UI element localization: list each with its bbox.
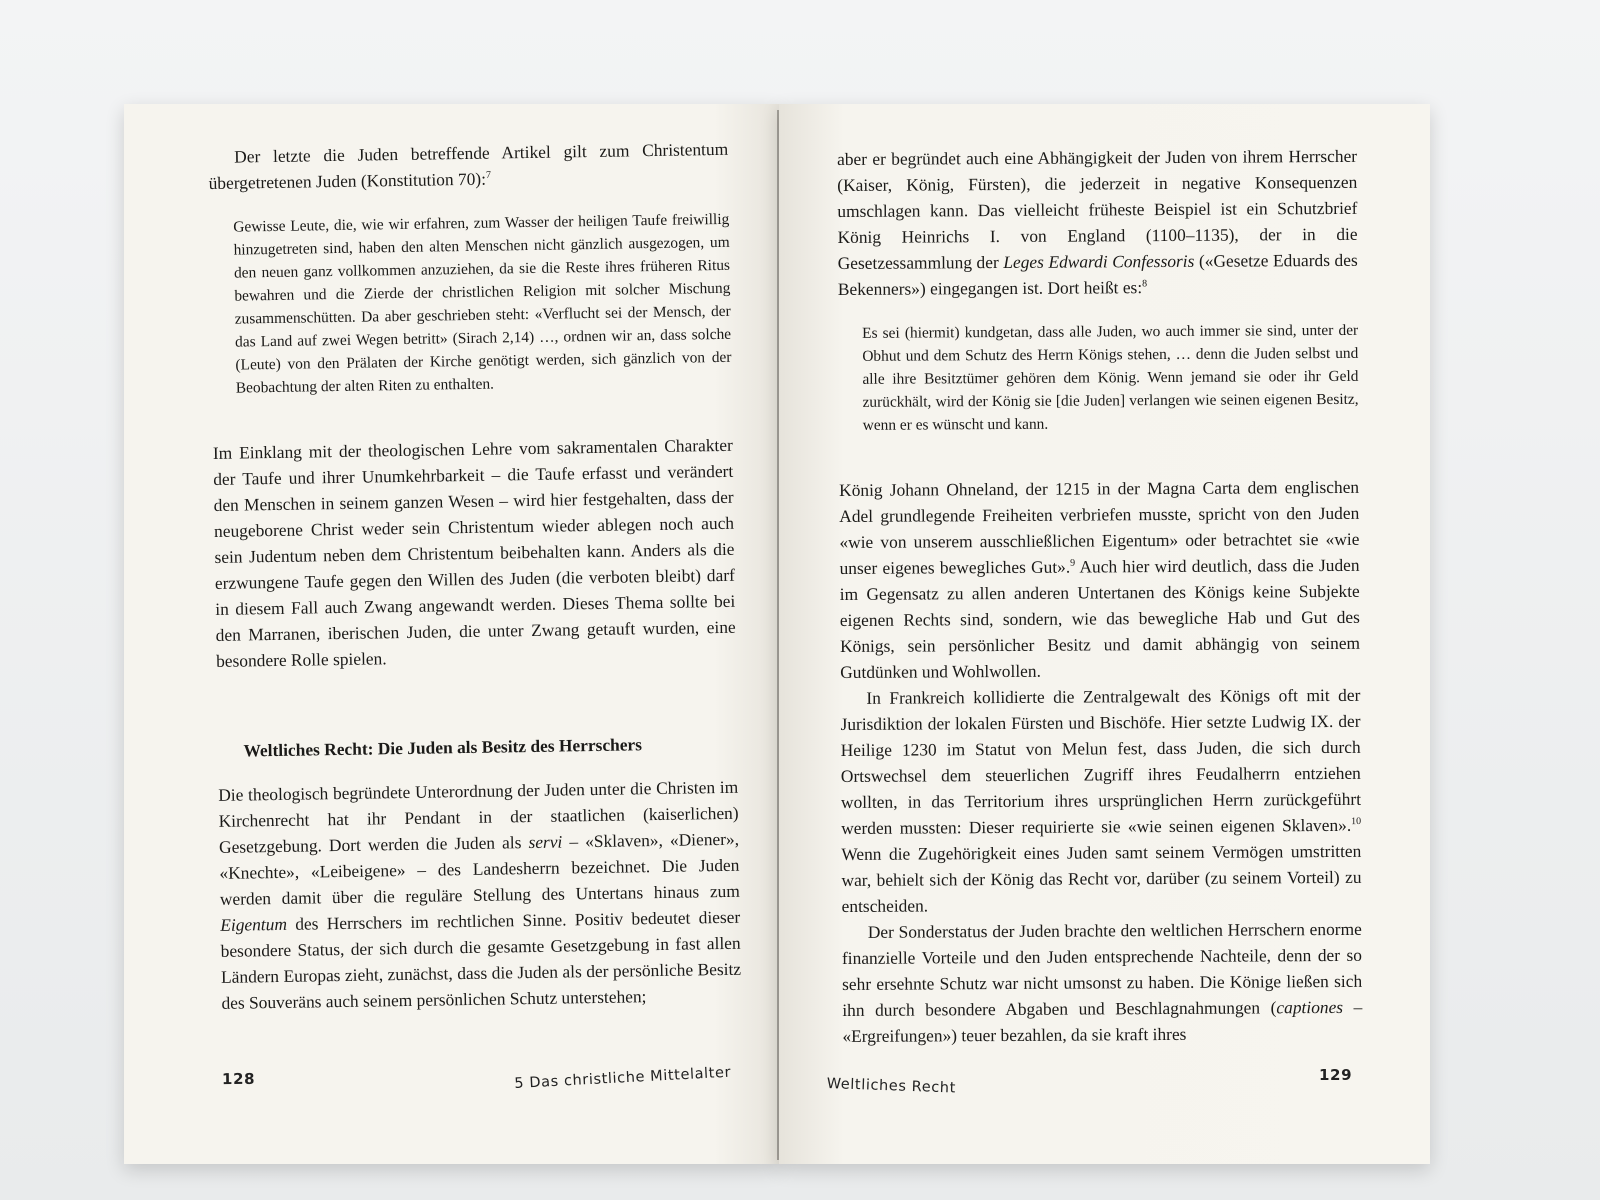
running-head: 5 Das christliche Mittelalter [514,1064,732,1092]
italic-term: servi [528,831,563,853]
text-run: König Johann Ohneland, der 1215 in der Magna Carta dem englischen Adel grundlegende Freiheiten verbriefen musste, spricht von den Juden «wie von unserem ausschließlichen Eigentum» oder betrachtet sie «wie unser eigenes bewegliches Gut». [839,476,1360,578]
text-run: Wenn die Zugehörigkeit eines Juden samt seinem Vermögen umstritten war, behielt sich der König das Recht vor, darüber (zu seinem Vorteil) zu entscheiden. [841,840,1362,916]
right-page-text [837,143,1363,1049]
body-paragraph [837,143,1358,302]
block-quote: Es sei (hiermit) kundgetan, dass alle Juden, wo auch immer sie sind, unter der Obhut und dem Schutz des Herrn Königs stehen, … denn die Juden selbst und alle ihre Besitztümer gehören dem König. Wenn jemand sie oder ihr Geld zurückhält, wird der König sie [die Juden] verlangen wie seinen eigenen Besitz, wenn er es wünscht und kann. [862,321,1359,434]
page-number: 129 [1319,1066,1353,1084]
body-paragraph [842,916,1363,1049]
footnote-marker: 10 [1351,816,1362,828]
footnote-marker: 7 [485,169,492,181]
right-page [779,104,1430,1164]
body-paragraph [218,774,742,1016]
text-run: («Gesetze Eduards des Bekenners») eingegangen ist. Dort heißt es: [837,249,1358,299]
text-run: Auch hier wird deutlich, dass die Juden im Gegensatz zu allen anderen Untertanen des Königs keine Subjekte eigenen Rechts sind, sondern, wie das bewegliche Hab und Gut des Königs, sein persönlicher Besitz und damit abhängig von seinem Gutdünken und Wohlwollen. [839,554,1361,682]
body-paragraph: Im Einklang mit der theologischen Lehre vom sakramentalen Charakter der Taufe und ihrer Unumkehrbarkeit – die Taufe erfasst und verändert den Menschen in seinem ganzen Wesen – wird hier festgehalten, dass der neugeborene Christ weder sein Christentum wieder ablegen noch auch sein Judentum neben dem Christentum beibehalten kann. Anders als die erzwungene Taufe gegen den Willen des Juden (die verboten bleibt) darf in diesem Fall auch Zwang angewandt werden. Dieses Thema sollte bei den Marranen, iberischen Juden, die unter Zwang getauft wurden, eine besondere Rolle spielen. [212,434,736,671]
footnote-marker: 8 [1142,278,1148,290]
text-run: Die theologisch begründete Unterordnung der Juden unter die Christen im Kirchenrecht hat ihr Pendant in der staatlichen (kaiserlichen) Gesetzgebung. Dort werden die Juden als [218,776,739,857]
text-run: In Frankreich kollidierte die Zentralgewalt des Königs oft mit der Jurisdiktion der lokalen Fürsten und Bischöfe. Hier setzte Ludwig IX. der Heilige 1230 im Statut von Melun fest, dass Juden, die sich durch Ortswechsel dem steuerlichen Zugriff ihres Feudalherrn entziehen wollten, in das Territorium ihres ursprünglichen Herrn zurückgeführt werden mussten: Dieser requirierte sie «wie seinen eigenen Sklaven». [840,684,1362,838]
text-run: – «Sklaven», «Diener», «Knechte», «Leibeigene» – des Landesherrn bezeichnet. Die Juden werden damit über die reguläre Stellung des Untertans hinaus zum [219,828,740,909]
italic-term: Leges Edwardi Confessoris [1003,250,1195,272]
italic-term: captiones [1276,996,1344,1018]
left-page [124,104,779,1164]
text-run: aber er begründet auch eine Abhängigkeit der Juden von ihrem Herrscher (Kaiser, König, Fürsten), die jederzeit in negative Konsequenzen umschlagen kann. Das vielleicht früheste Beispiel ist ein Schutzbrief König Heinrichs I. von England (1100–1135), der in die Gesetzessammlung der [837,145,1358,273]
text-run: – «Ergreifungen») teuer bezahlen, da sie kraft ihres [842,996,1363,1046]
body-paragraph [839,474,1360,685]
page-number: 128 [221,1069,256,1089]
left-page-text [208,136,742,1016]
text-run: des Herrschers im rechtlichen Sinne. Positiv bedeutet dieser besondere Status, der sich durch die gesamte Gesetzgebung in fast allen Ländern Europas zieht, zunächst, dass die Juden als der persönliche Besitz des Souveräns auch seinem persönlichen Schutz unterstehen; [220,906,742,1013]
running-head: Weltliches Recht [826,1076,957,1097]
text-run: Der Sonderstatus der Juden brachte den weltlichen Herrschern enorme finanzielle Vorteile und den Juden entsprechende Nachteile, denn der so sehr ersehnte Schutz war nicht umsonst zu haben. Die Könige ließen sich ihn durch besondere Abgaben und Beschlagnahmungen ( [841,918,1363,1020]
open-book [124,104,1430,1168]
body-paragraph [840,682,1361,919]
block-quote: Gewisse Leute, die, wie wir erfahren, zum Wasser der heiligen Taufe freiwillig hinzugetreten sind, haben den alten Menschen nicht gänzlich ausgezogen, um den neuen ganz vollkommen anzuziehen, da sie die Reste ihres früheren Ritus bewahren und die Zierde der christlichen Religion mit solcher Mischung zusammenschütten. Da aber geschrieben steht: «Verflucht sei der Mensch, der das Land auf zwei Wegen betritt» (Sirach 2,14) …, ordnen wir an, dass solche (Leute) von den Prälaten der Kirche genötigt werden, sich gänzlich von der Beobachtung der alten Riten zu enthalten. [233,210,732,397]
intro-text: Der letzte die Juden betreffende Artikel gilt zum Christentum übergetretenen Juden (Konstitution 70): [208,138,729,193]
italic-term: Eigentum [220,913,288,935]
intro-paragraph [208,136,729,196]
section-heading: Weltliches Recht: Die Juden als Besitz des Herrschers [243,734,643,761]
footnote-marker: 9 [1070,557,1076,569]
